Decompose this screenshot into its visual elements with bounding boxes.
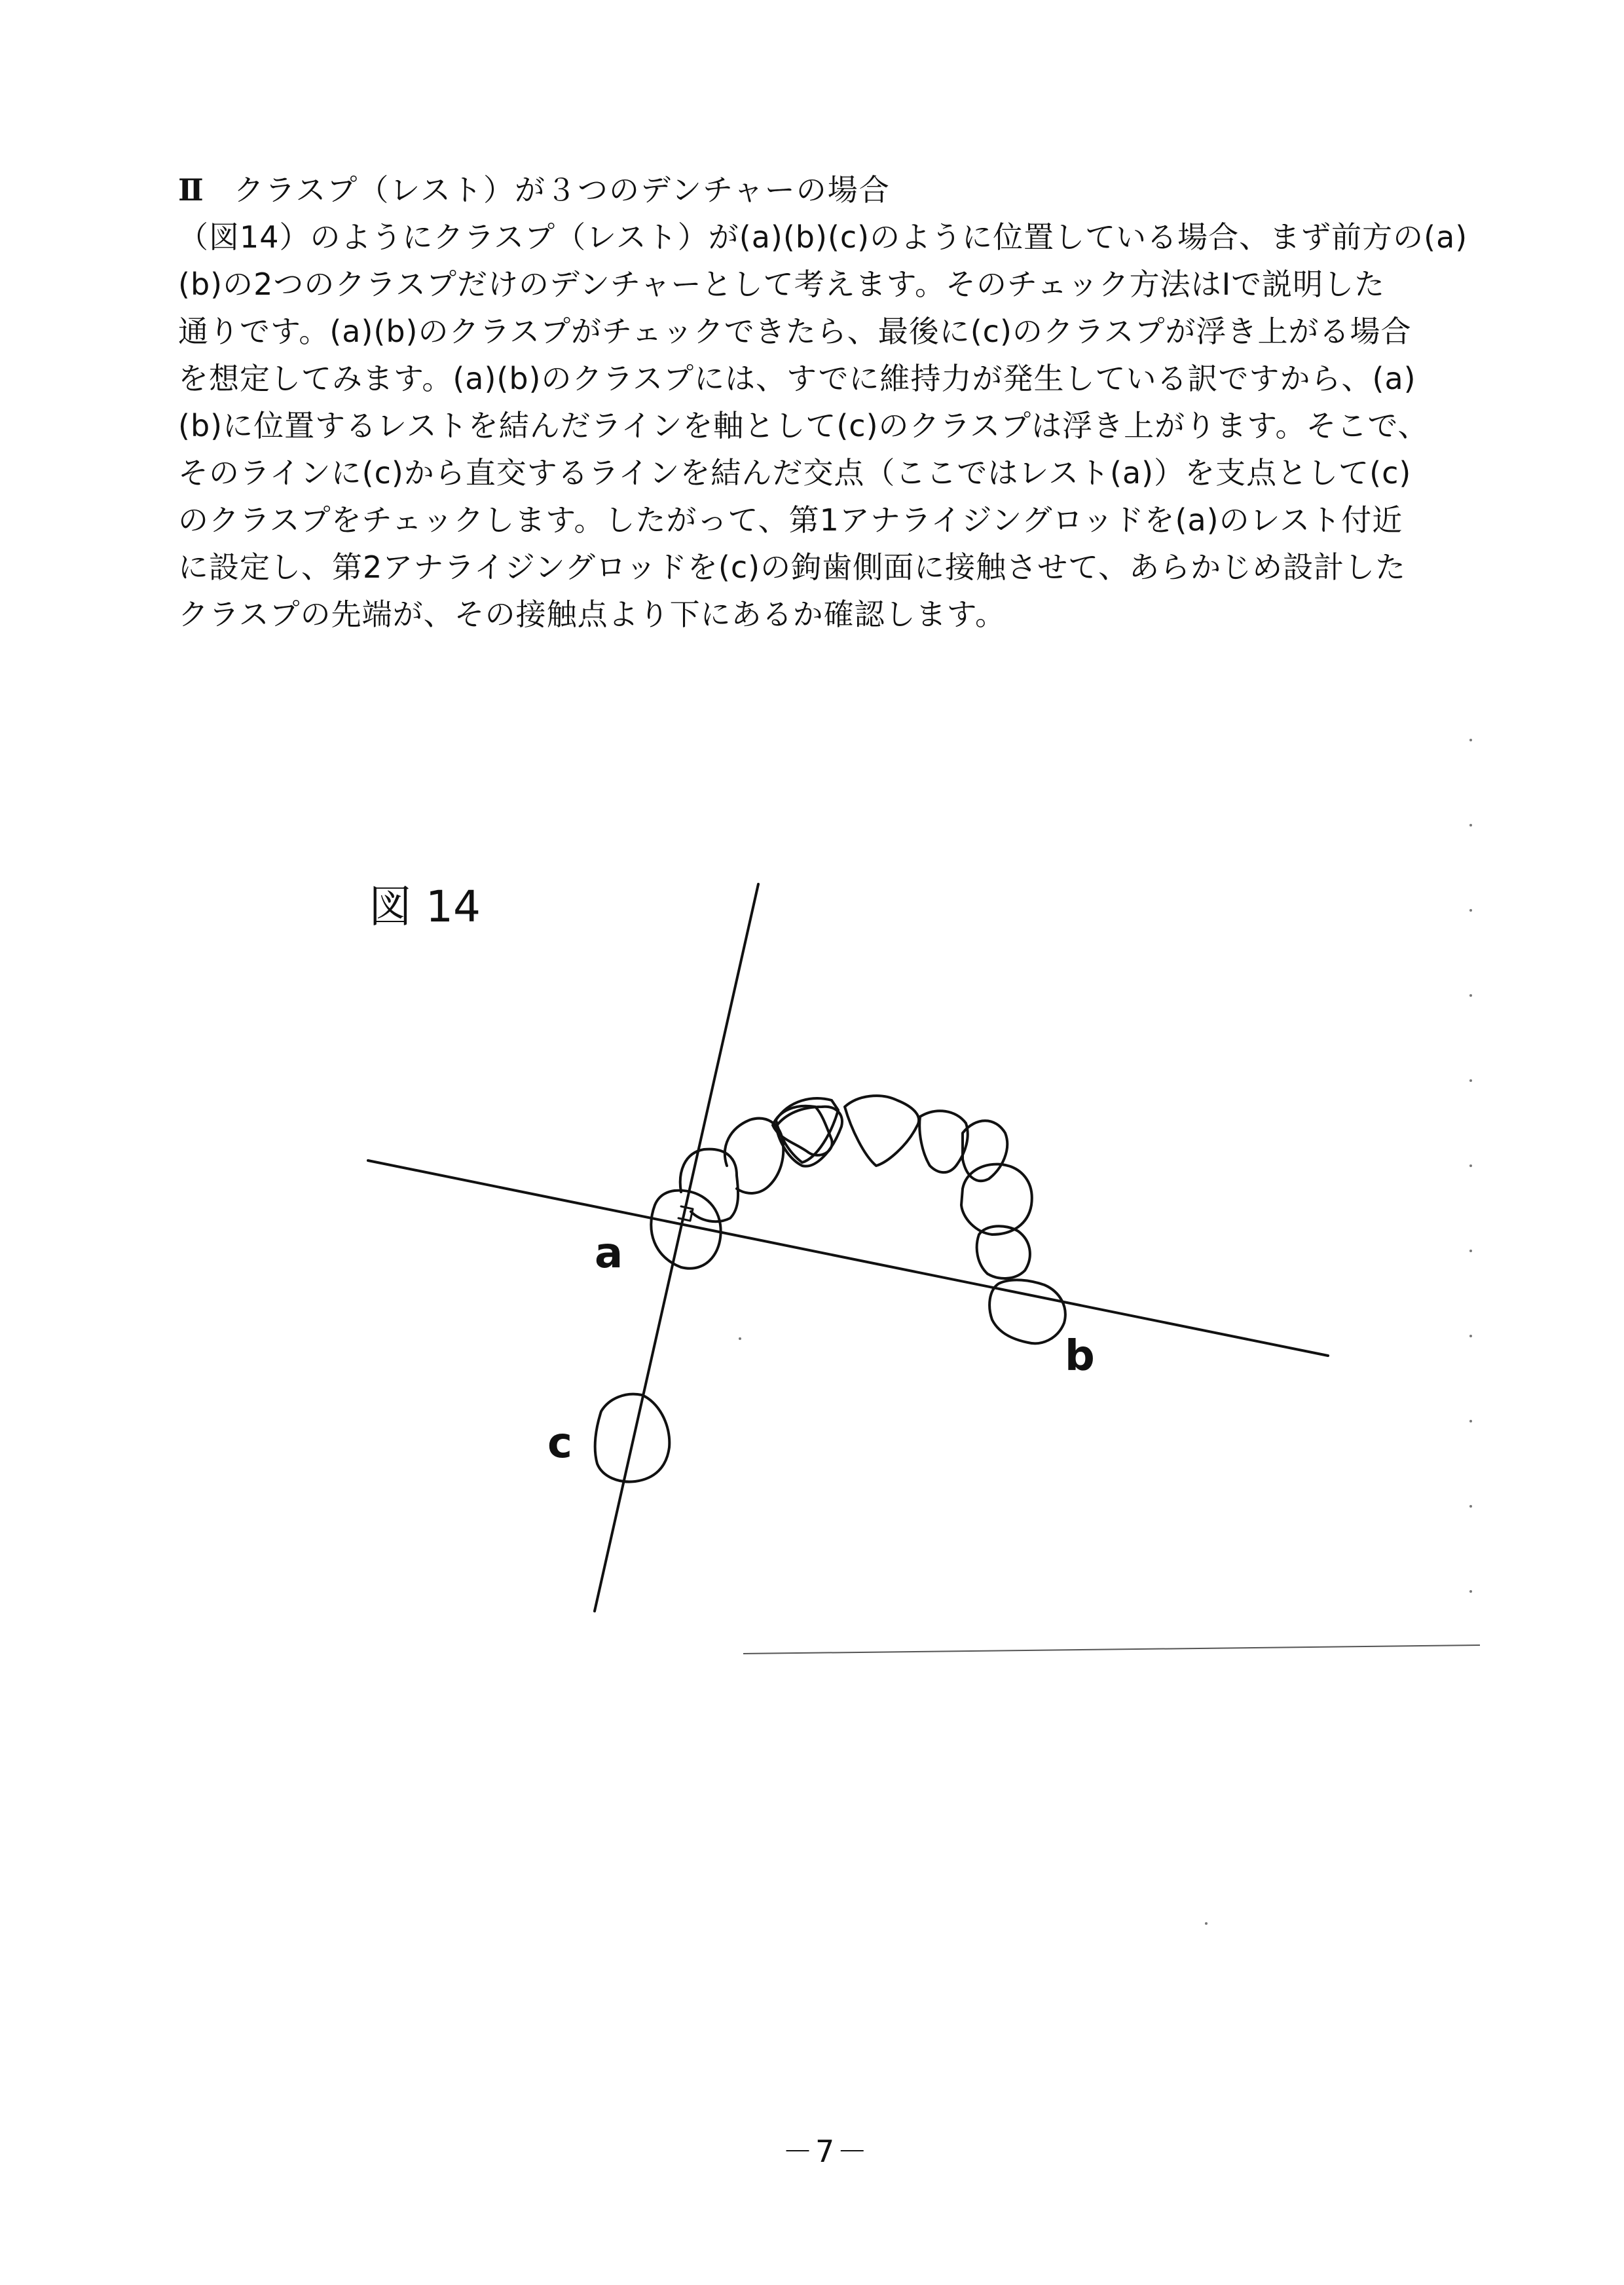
body-line: 通りです。(a)(b)のクラスプがチェックできたら、最後に(c)のクラスプが浮き上がる場合 xyxy=(178,314,1412,349)
label-c: c xyxy=(547,1419,572,1468)
body-line: クラスプの先端が、その接触点より下にあるか確認します。 xyxy=(178,597,1006,632)
page-number: －7－ xyxy=(783,2134,870,2169)
body-line: (b)に位置するレストを結んだラインを軸として(c)のクラスプは浮き上がります。そこで、 xyxy=(178,408,1429,443)
figure-label: 図 14 xyxy=(369,882,481,932)
body-line: のクラスプをチェックします。したがって、第1アナライジングロッドを(a)のレスト付近 xyxy=(178,502,1403,538)
section-number: Ⅱ xyxy=(178,172,205,208)
label-a: a xyxy=(595,1229,623,1278)
body-line: (b)の2つのクラスプだけのデンチャーとして考えます。そのチェック方法はⅠで説明した xyxy=(178,267,1386,302)
body-line: （図14）のようにクラスプ（レスト）が(a)(b)(c)のように位置している場合、まず前方の(a) xyxy=(178,219,1468,255)
label-b: b xyxy=(1065,1332,1095,1381)
section-title: クラスプ（レスト）が３つのデンチャーの場合 xyxy=(233,172,891,208)
body-line: を想定してみます。(a)(b)のクラスプには、すでに維持力が発生している訳ですから、(a) xyxy=(178,361,1416,396)
body-line: に設定し、第2アナライジングロッドを(c)の鉤歯側面に接触させて、あらかじめ設計した xyxy=(178,549,1407,585)
body-line: そのラインに(c)から直交するラインを結んだ交点（ここではレスト(a)）を支点として(c) xyxy=(178,455,1412,491)
